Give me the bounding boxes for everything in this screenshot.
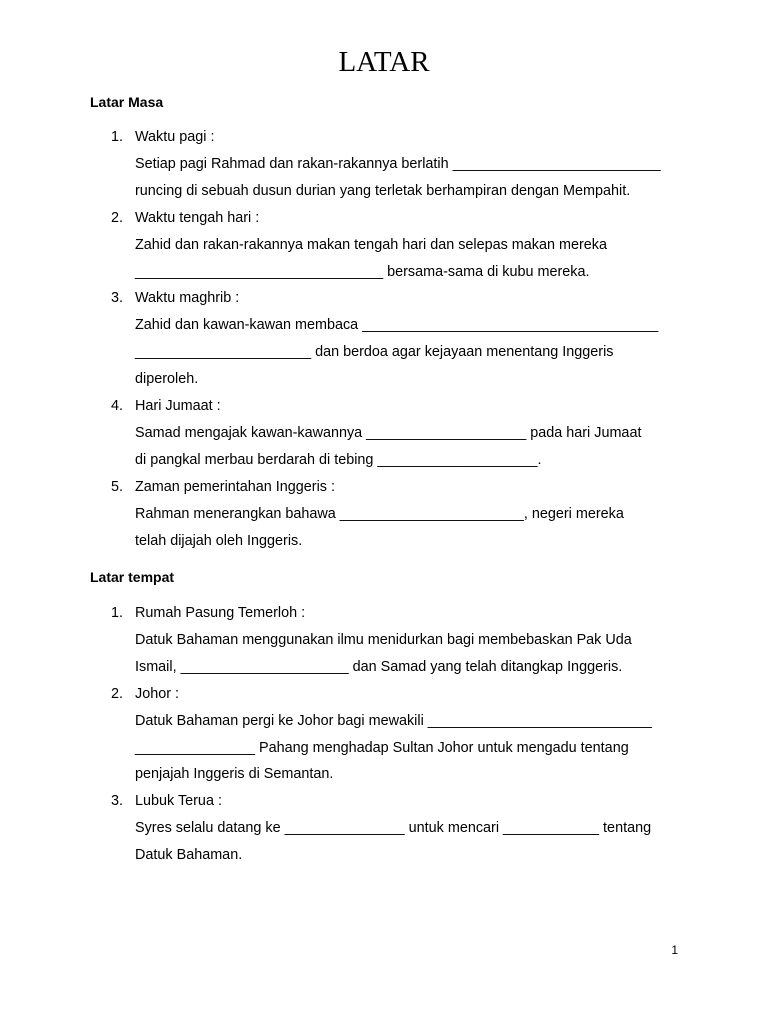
item-text-line: Datuk Bahaman. (135, 847, 243, 864)
item-number: 3. (111, 290, 124, 307)
section-heading-latar-tempat: Latar tempat (90, 569, 175, 585)
latar-tempat-list (0, 600, 652, 869)
item-text-line: penjajah Inggeris di Semantan. (135, 766, 334, 783)
item-label: Waktu tengah hari : (135, 209, 260, 226)
page-title: LATAR (338, 46, 430, 78)
item-text-line: _______________________________ bersama-sama di kubu mereka. (135, 263, 590, 280)
list-item (0, 205, 607, 286)
latar-masa-list (0, 124, 661, 555)
page-number: 1 (671, 943, 678, 957)
item-number: 2. (111, 209, 124, 226)
item-label: Waktu pagi : (135, 129, 215, 145)
item-label: Lubuk Terua : (135, 793, 222, 810)
item-text-line: di pangkal merbau berdarah di tebing ____________________. (135, 451, 542, 468)
item-text-line: ______________________ dan berdoa agar kejayaan menentang Inggeris (135, 344, 614, 361)
list-item (0, 681, 652, 789)
item-label: Zaman pemerintahan Inggeris : (135, 478, 335, 495)
section-heading-latar-masa: Latar Masa (90, 94, 164, 110)
list-item (0, 124, 661, 205)
item-label: Waktu maghrib : (135, 290, 240, 307)
item-number: 2. (111, 685, 124, 702)
item-number: 1. (111, 129, 124, 145)
item-label: Hari Jumaat : (135, 398, 221, 415)
item-number: 5. (111, 478, 124, 495)
item-text-line: Datuk Bahaman menggunakan ilmu menidurkan bagi membebaskan Pak Uda (135, 631, 632, 648)
list-item (0, 285, 659, 393)
item-text-line: Zahid dan kawan-kawan membaca _____________________________________ (135, 317, 659, 334)
item-text-line: Setiap pagi Rahmad dan rakan-rakannya berlatih __________________________ (135, 155, 661, 172)
item-number: 4. (111, 398, 124, 415)
item-text-line: Rahman menerangkan bahawa _______________________, negeri mereka (135, 505, 624, 522)
item-text-line: telah dijajah oleh Inggeris. (135, 532, 303, 549)
item-text-line: diperoleh. (135, 371, 199, 388)
list-item (0, 788, 652, 869)
item-text-line: Zahid dan rakan-rakannya makan tengah hari dan selepas makan mereka (135, 236, 607, 253)
item-number: 3. (111, 793, 124, 810)
list-item (0, 474, 624, 555)
item-text-line: _______________ Pahang menghadap Sultan Johor untuk mengadu tentang (135, 739, 629, 756)
item-text-line: Ismail, _____________________ dan Samad yang telah ditangkap Inggeris. (135, 658, 623, 675)
item-text-line: Samad mengajak kawan-kawannya ____________________ pada hari Jumaat (135, 424, 642, 441)
item-label: Rumah Pasung Temerloh : (135, 605, 306, 621)
item-text-line: Syres selalu datang ke _______________ untuk mencari ____________ tentang (135, 820, 652, 837)
item-number: 1. (111, 605, 124, 621)
item-text-line: runcing di sebuah dusun durian yang terletak berhampiran dengan Mempahit. (135, 182, 631, 199)
list-item (0, 600, 632, 681)
item-label: Johor : (135, 685, 179, 702)
list-item (0, 393, 642, 474)
item-text-line: Datuk Bahaman pergi ke Johor bagi mewakili ____________________________ (135, 712, 652, 729)
